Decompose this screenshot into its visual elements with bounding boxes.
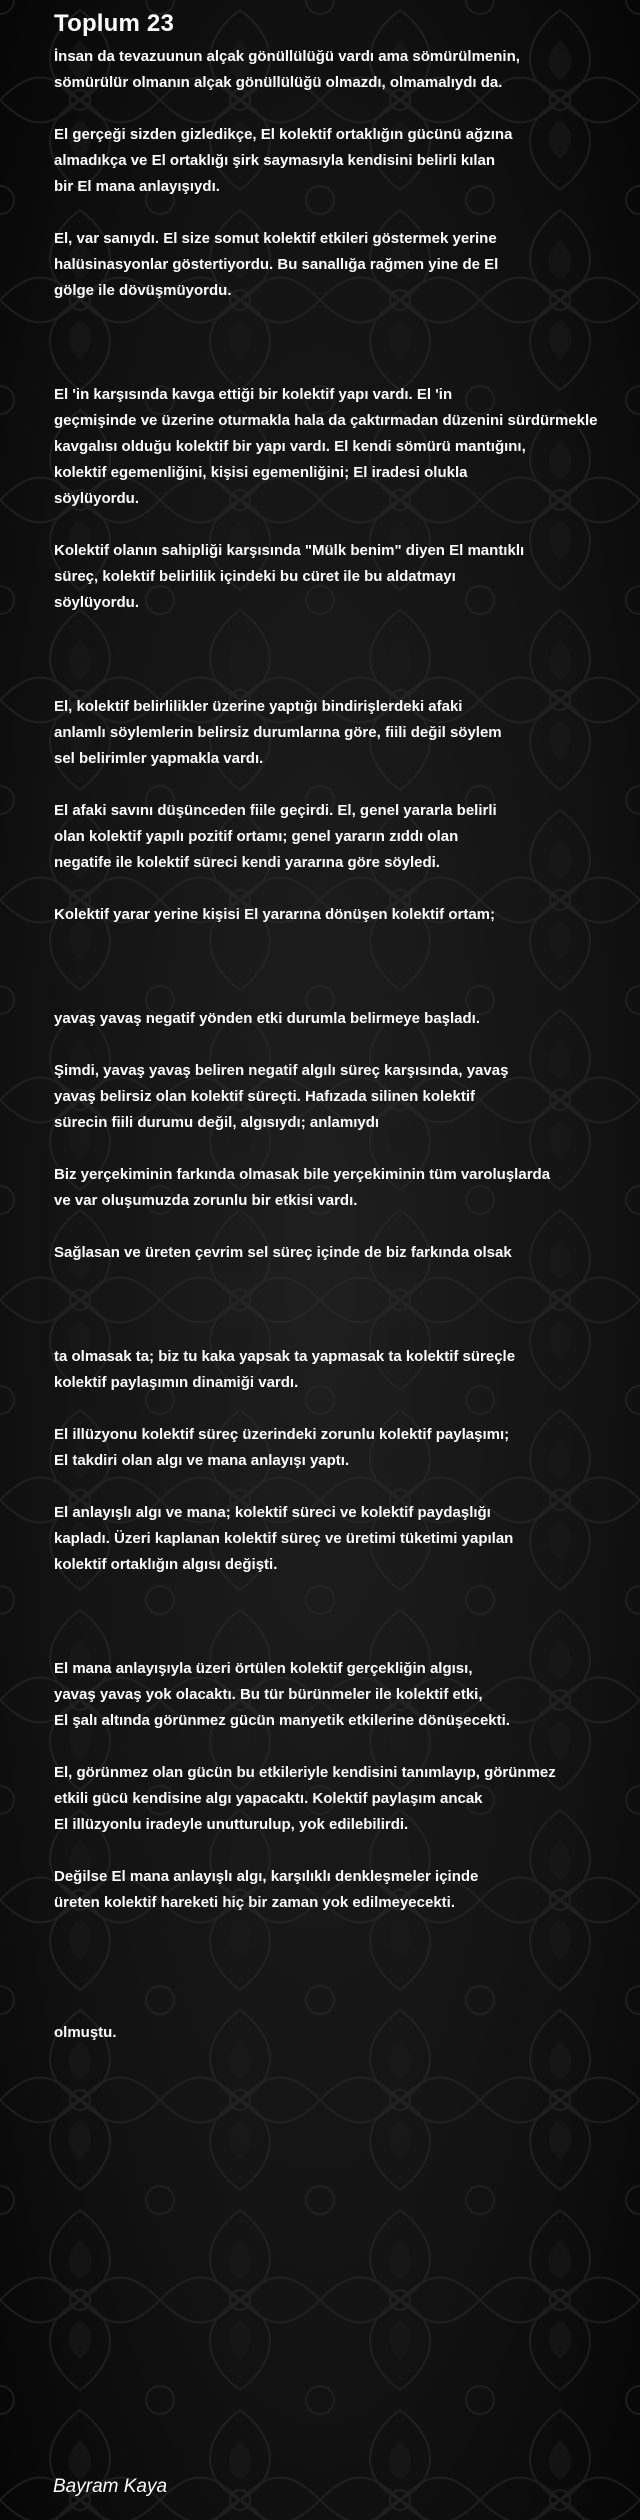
poem-line: olan kolektif yapılı pozitif ortamı; genel yararın zıddı olan [54, 828, 459, 845]
poem-line: sel belirimler yapmakla vardı. [54, 750, 264, 767]
poem-line: El anlayışlı algı ve mana; kolektif süreci ve kolektif paydaşlığı [54, 1504, 491, 1521]
poem-line: kavgalısı olduğu kolektif bir yapı vardı. El kendi sömürü mantığını, [54, 438, 526, 455]
poem-line: kolektif egemenliğini, kişisi egemenliğini; El iradesi olukla [54, 464, 468, 481]
poem-line: sürecin fiili durumu değil, algısıydı; anlamıydı [54, 1114, 380, 1131]
poem-line: olmuştu. [54, 2024, 117, 2041]
poem-line: Değilse El mana anlayışlı algı, karşılıklı denkleşmeler içinde [54, 1868, 479, 1885]
poem-line: sömürülür olmanın alçak gönüllülüğü olmazdı, olmamalıydı da. [54, 74, 503, 91]
poem-line: kapladı. Üzeri kaplanan kolektif süreç ve üretimi tüketimi yapılan [54, 1530, 514, 1547]
poem-line: süreç, kolektif belirlilik içindeki bu cüret ile bu aldatmayı [54, 568, 456, 585]
poem-line: El takdiri olan algı ve mana anlayışı yaptı. [54, 1452, 350, 1469]
poem-line: geçmişinde ve üzerine oturmakla hala da çaktırmadan düzenini sürdürmekle [54, 412, 598, 429]
poem-line: Kolektif olanın sahipliği karşısında "Mülk benim" diyen El mantıklı [54, 542, 525, 559]
poem-line: söylüyordu. [54, 490, 140, 507]
poem-line: El, var sanıydı. El size somut kolektif etkileri göstermek yerine [54, 230, 497, 247]
poem-line: halüsinasyonlar göstertiyordu. Bu sanallığa rağmen yine de El [54, 256, 499, 273]
poem-line: El illüzyonu kolektif süreç üzerindeki zorunlu kolektif paylaşımı; [54, 1426, 510, 1443]
poem-line: El afaki savını düşünceden fiile geçirdi. El, genel yararla belirli [54, 802, 497, 819]
poem-line: anlamlı söylemlerin belirsiz durumlarına göre, fiili değil söylem [54, 724, 502, 741]
poem-line: kolektif ortaklığın algısı değişti. [54, 1556, 278, 1573]
poem-line: Kolektif yarar yerine kişisi El yararına dönüşen kolektif ortam; [54, 906, 495, 923]
poem-line: Sağlasan ve üreten çevrim sel süreç içinde de biz farkında olsak [54, 1244, 512, 1261]
poem-line: ve var oluşumuzda zorunlu bir etkisi vardı. [54, 1192, 358, 1209]
poem-line: Şimdi, yavaş yavaş beliren negatif algılı süreç karşısında, yavaş [54, 1062, 509, 1079]
poem-line: El şalı altında görünmez gücün manyetik etkilerine dönüşecekti. [54, 1712, 510, 1729]
poem-line: El, görünmez olan gücün bu etkileriyle kendisini tanımlayıp, görünmez [54, 1764, 556, 1781]
poem-line: ta olmasak ta; biz tu kaka yapsak ta yapmasak ta kolektif süreçle [54, 1348, 516, 1365]
poem-line: El illüzyonlu iradeyle unutturulup, yok edilebilirdi. [54, 1816, 409, 1833]
poem-line: El mana anlayışıyla üzeri örtülen kolektif gerçekliğin algısı, [54, 1660, 473, 1677]
poem-line: yavaş yavaş negatif yönden etki durumla belirmeye başladı. [54, 1010, 481, 1027]
poem-line: etkili gücü kendisine algı yapacaktı. Kolektif paylaşım ancak [54, 1790, 483, 1807]
poem-line: yavaş belirsiz olan kolektif süreçti. Hafızada silinen kolektif [54, 1088, 475, 1105]
poem-line: söylüyordu. [54, 594, 140, 611]
poem-title: Toplum 23 [54, 10, 175, 37]
poem-line: İnsan da tevazuunun alçak gönüllülüğü vardı ama sömürülmenin, [54, 48, 520, 65]
poem-line: yavaş yavaş yok olacaktı. Bu tür bürünmeler ile kolektif etki, [54, 1686, 483, 1703]
poem-line: bir El mana anlayışıydı. [54, 178, 220, 195]
poem-line: El 'in karşısında kavga ettiği bir kolektif yapı vardı. El 'in [54, 386, 453, 403]
poem-line: gölge ile dövüşmüyordu. [54, 282, 232, 299]
poem-line: kolektif paylaşımın dinamiği vardı. [54, 1374, 299, 1391]
poem-line: Biz yerçekiminin farkında olmasak bile yerçekiminin tüm varoluşlarda [54, 1166, 551, 1183]
poem-line: almadıkça ve El ortaklığı şirk saymasıyla kendisini belirli kılan [54, 152, 496, 169]
poem-line: El, kolektif belirlilikler üzerine yaptığı bindirişlerdeki afaki [54, 698, 463, 715]
poem-line: negatife ile kolektif süreci kendi yararına göre söyledi. [54, 854, 440, 871]
poem-author: Bayram Kaya [53, 2476, 168, 2497]
poem-line: üreten kolektif hareketi hiç bir zaman yok edilmeyecekti. [54, 1894, 455, 1911]
poem-line: El gerçeği sizden gizledikçe, El kolektif ortaklığın gücünü ağzına [54, 126, 513, 143]
